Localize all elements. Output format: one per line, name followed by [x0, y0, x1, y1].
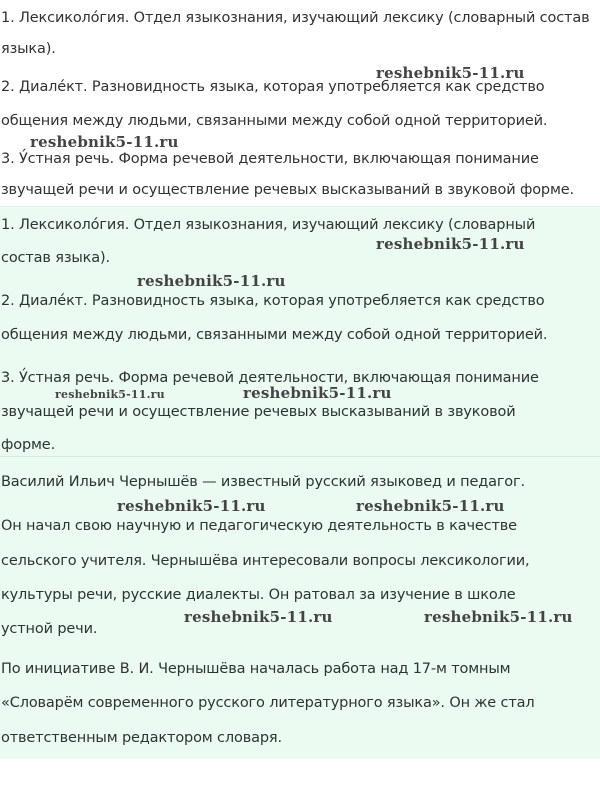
watermark: reshebnik5-11.ru [117, 497, 266, 515]
biography-line: «Словарём современного русского литературного языка». Он же стал [1, 695, 535, 711]
definitions-section-plain [0, 0, 600, 206]
watermark: reshebnik5-11.ru [356, 497, 505, 515]
biography-line: По инициативе В. И. Чернышёва началась работа над 17-м томным [1, 661, 511, 677]
definition-line: 3. У́стная речь. Форма речевой деятельности, включающая понимание [1, 151, 539, 167]
definition-line: 2. Диале́кт. Разновидность языка, которая употребляется как средство [1, 293, 545, 309]
watermark: reshebnik5-11.ru [137, 272, 286, 290]
definition-line: языка). [1, 41, 56, 57]
watermark: reshebnik5-11.ru [424, 608, 573, 626]
definition-line: 2. Диале́кт. Разновидность языка, которая употребляется как средство [1, 79, 545, 95]
watermark: reshebnik5-11.ru [376, 235, 525, 253]
definition-line: 1. Лексиколо́гия. Отдел языкознания, изучающий лексику (словарный [1, 217, 536, 233]
definition-line: состав языка). [1, 250, 110, 266]
biography-line: культуры речи, русские диалекты. Он ратовал за изучение в школе [1, 587, 516, 603]
definition-line: 1. Лексиколо́гия. Отдел языкознания, изучающий лексику (словарный состав [1, 10, 590, 26]
definition-line: общения между людьми, связанными между собой одной территорией. [1, 113, 548, 129]
watermark: reshebnik5-11.ru [243, 384, 392, 402]
biography-line: Василий Ильич Чернышёв — известный русский языковед и педагог. [1, 474, 525, 490]
definition-line: звучащей речи и осуществление речевых высказываний в звуковой форме. [1, 182, 574, 198]
watermark: reshebnik5-11.ru [376, 64, 525, 82]
definition-line: звучащей речи и осуществление речевых высказываний в звуковой [1, 404, 516, 420]
watermark: reshebnik5-11.ru [184, 608, 333, 626]
watermark: reshebnik5-11.ru [30, 133, 179, 151]
definition-line: общения между людьми, связанными между собой одной территорией. [1, 327, 548, 343]
biography-line: ответственным редактором словаря. [1, 730, 282, 746]
watermark: reshebnik5-11.ru [55, 388, 165, 401]
biography-line: устной речи. [1, 621, 98, 637]
biography-line: сельского учителя. Чернышёва интересовали вопросы лексикологии, [1, 553, 530, 569]
definition-line: форме. [1, 437, 56, 453]
biography-line: Он начал свою научную и педагогическую деятельность в качестве [1, 518, 517, 534]
definition-line: 3. У́стная речь. Форма речевой деятельности, включающая понимание [1, 370, 539, 386]
